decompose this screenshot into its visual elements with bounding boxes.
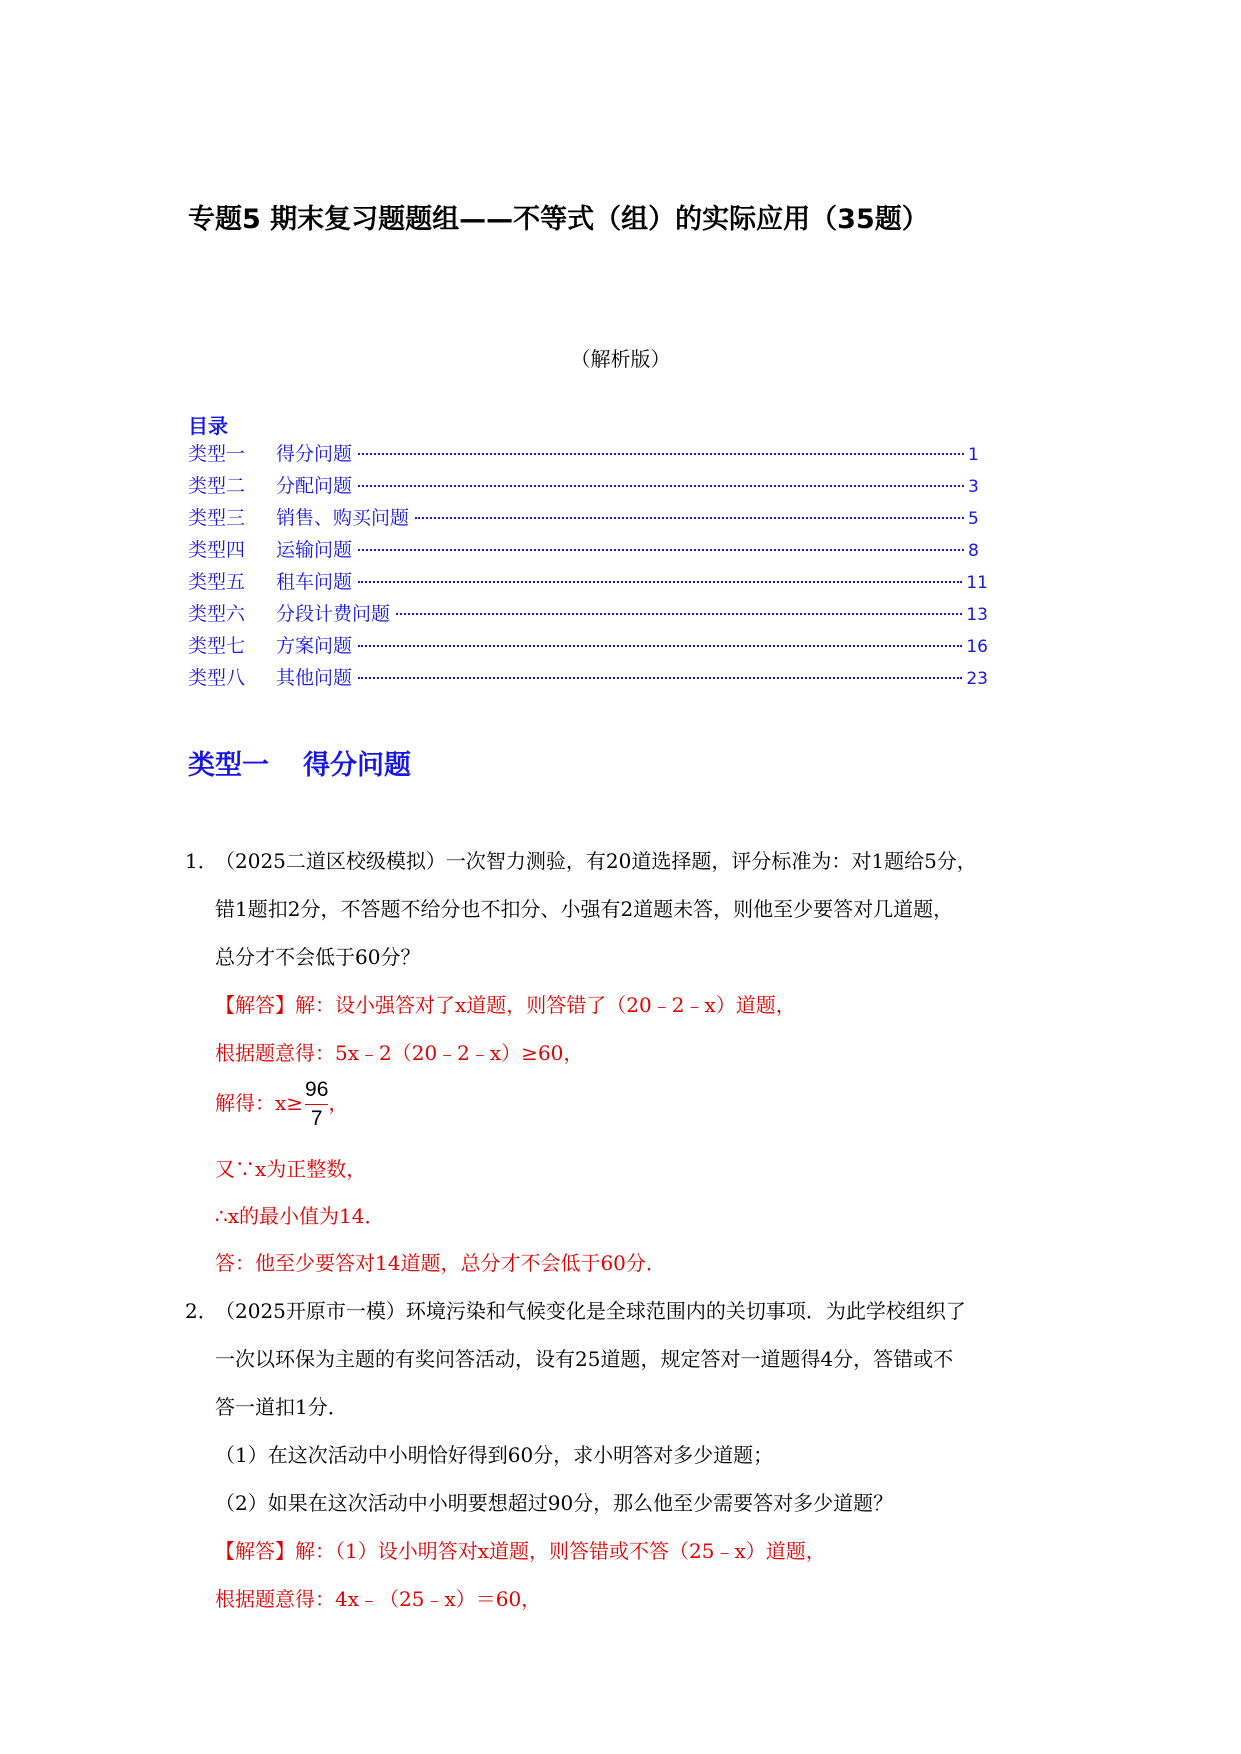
question-subpart: （2）如果在这次活动中小明要想超过90分，那么他至少需要答对多少道题？ [215,1491,894,1515]
toc-page: 16 [966,637,988,657]
question-text: 答一道扣1分． [215,1395,348,1419]
toc-page: 8 [968,541,979,561]
fraction-numerator: 96 [305,1078,329,1101]
toc-name: 分段计费问题 [276,603,391,625]
answer-line [215,1535,826,1564]
question-text: （2025开原市一模）环境污染和气候变化是全球范围内的关切事项．为此学校组织了 [215,1299,966,1323]
answer-line: 又∵x为正整数， [215,1157,367,1181]
toc-name: 分配问题 [276,475,353,497]
fraction [305,1076,328,1133]
toc-type: 类型六 [188,603,246,625]
answer-line [215,989,796,1018]
question-text: 错1题扣2分，不答题不给分也不扣分、小强有2道题未答，则他至少要答对几道题， [215,897,954,921]
answer-line: 答：他至少要答对14道题，总分才不会低于60分． [215,1251,666,1275]
fraction-denominator: 7 [310,1107,323,1130]
answer-text: 解得：x≥ [215,1091,304,1115]
toc-type: 类型四 [188,539,246,561]
toc-leader [358,581,962,583]
toc-type: 类型七 [188,635,246,657]
toc-item-7[interactable] [188,631,988,657]
question-text: 一次以环保为主题的有奖问答活动，设有25道题，规定答对一道题得4分，答错或不 [215,1347,954,1371]
answer-text: ， [328,1091,349,1115]
edition-label: （解析版） [570,347,671,371]
section-heading [188,743,411,782]
toc-name: 其他问题 [276,667,353,689]
toc-item-5[interactable] [188,567,988,593]
toc-heading: 目录 [188,414,228,438]
toc-type: 类型八 [188,667,246,689]
toc-leader [358,677,962,679]
section-name: 得分问题 [303,750,411,781]
toc-name: 运输问题 [276,539,353,561]
toc-name: 方案问题 [276,635,353,657]
toc-page: 1 [968,445,979,465]
toc-name: 租车问题 [276,571,353,593]
toc-type: 类型五 [188,571,246,593]
answer-tag: 【解答】 [215,1539,295,1563]
toc-page: 11 [966,573,988,593]
toc-name: 得分问题 [276,443,353,465]
toc-leader [396,613,962,615]
question-text: 总分才不会低于60分？ [215,945,421,969]
toc-leader [358,549,964,551]
toc-type: 类型三 [188,507,246,529]
answer-text: 解：设小强答对了x道题，则答错了（20﹣2﹣x）道题， [295,993,796,1017]
toc-leader [358,453,964,455]
toc-item-6[interactable] [188,599,988,625]
toc-leader [415,517,964,519]
toc-item-3[interactable] [188,503,988,529]
answer-line: 根据题意得：4x﹣（25﹣x）＝60， [215,1587,542,1611]
toc-page: 13 [966,605,988,625]
toc-leader [358,485,964,487]
toc-item-4[interactable] [188,535,988,561]
question-text: （2025二道区校级模拟）一次智力测验，有20道选择题，评分标准为：对1题给5分， [215,849,977,873]
toc-leader [358,645,962,647]
document-title: 专题5 期末复习题题组——不等式（组）的实际应用（35题） [188,204,929,235]
toc-item-2[interactable] [188,471,988,497]
toc-name: 销售、购买问题 [276,507,410,529]
question-number: 1． [185,849,218,873]
question-number: 2． [185,1299,218,1323]
answer-line: 根据题意得：5x﹣2（20﹣2﹣x）≥60， [215,1041,584,1065]
question-subpart: （1）在这次活动中小明恰好得到60分，求小明答对多少道题； [215,1443,774,1467]
toc-page: 3 [968,477,979,497]
answer-line: ∴x的最小值为14． [215,1204,385,1228]
section-type: 类型一 [188,750,269,781]
toc-type: 类型二 [188,475,246,497]
toc-page: 23 [966,669,988,689]
answer-line [215,1076,348,1133]
toc-type: 类型一 [188,443,246,465]
toc-page: 5 [968,509,979,529]
answer-tag: 【解答】 [215,993,295,1017]
toc-item-8[interactable] [188,663,988,689]
toc-item-1[interactable] [188,439,988,465]
answer-text: 解：（1）设小明答对x道题，则答错或不答（25﹣x）道题， [295,1539,826,1563]
